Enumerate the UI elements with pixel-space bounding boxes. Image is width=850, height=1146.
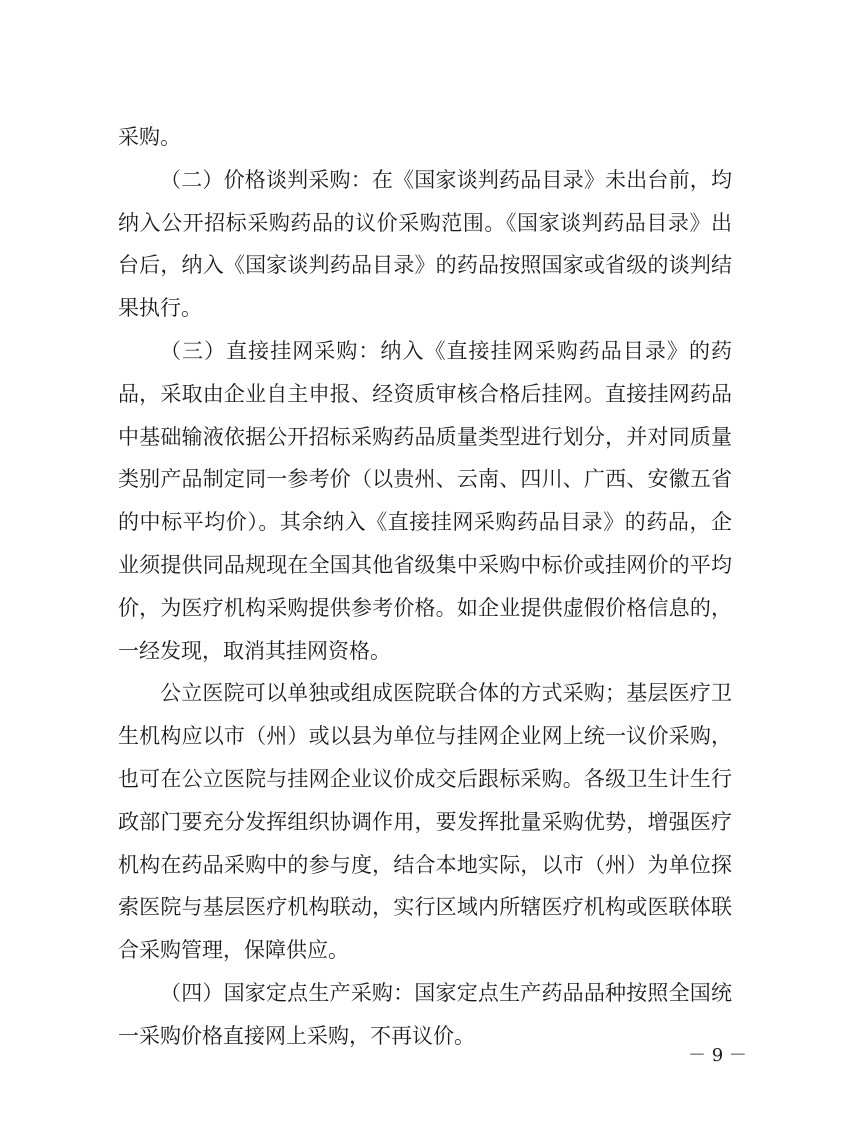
paragraph-public-hospital: 公立医院可以单独或组成医院联合体的方式采购；基层医疗卫生机构应以市（州）或以县为单位与挂网企业网上统一议价采购，也可在公立医院与挂网企业议价成交后跟标采购。各级卫生计生行政部门要充分发挥组织协调作用，要发挥批量采购优势，增强医疗机构在药品采购中的参与度，结合本地实际，以市（州）为单位探索医院与基层医疗机构联动，实行区域内所辖医疗机构或医联体联合采购管理，保障供应。 [118, 681, 732, 963]
document-body [118, 116, 732, 1058]
paragraph-price-negotiation: （二）价格谈判采购：在《国家谈判药品目录》未出台前，均纳入公开招标采购药品的议价采购范围。《国家谈判药品目录》出台后，纳入《国家谈判药品目录》的药品按照国家或省级的谈判结果执行。 [118, 167, 732, 321]
paragraph-continuation: 采购。 [118, 125, 181, 149]
paragraph-designated-production: （四）国家定点生产采购：国家定点生产药品品种按照全国统一采购价格直接网上采购，不再议价。 [118, 980, 732, 1048]
paragraph-direct-listing: （三）直接挂网采购：纳入《直接挂网采购药品目录》的药品，采取由企业自主申报、经资质审核合格后挂网。直接挂网药品中基础输液依据公开招标采购药品质量类型进行划分，并对同质量类别产品制定同一参考价（以贵州、云南、四川、广西、安徽五省的中标平均价）。其余纳入《直接挂网采购药品目录》的药品，企业须提供同品规现在全国其他省级集中采购中标价或挂网价的平均价，为医疗机构采购提供参考价格。如企业提供虚假价格信息的，一经发现，取消其挂网资格。 [118, 338, 732, 663]
page-number: － 9 － [688, 1045, 747, 1066]
